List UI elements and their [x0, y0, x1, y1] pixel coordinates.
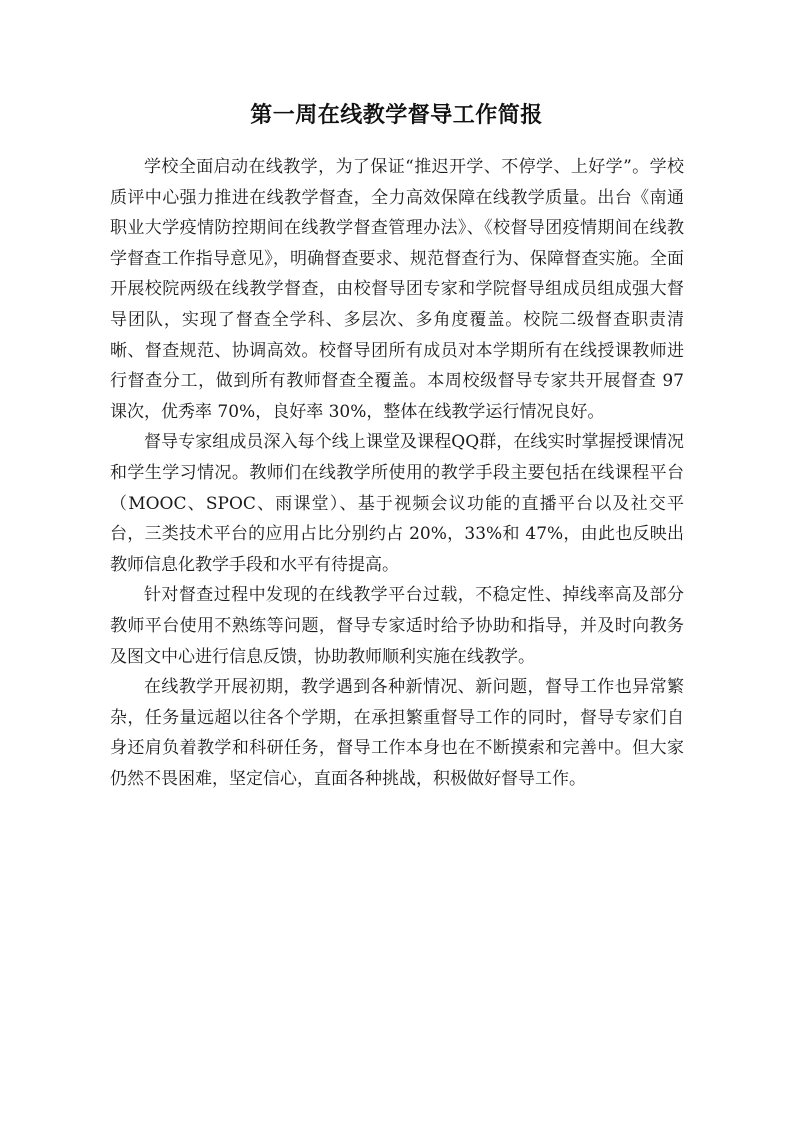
document-title: 第一周在线教学督导工作简报	[250, 103, 543, 128]
paragraph-conclusion: 在线教学开展初期，教学遇到各种新情况、新问题，督导工作也异常繁杂，任务量远超以往各个学期，在承担繁重督导工作的同时，督导专家们自身还肩负着教学和科研任务，督导工作本身也在不断摸索和完善中。但大家仍然不畏困难，坚定信心，直面各种挑战，积极做好督导工作。	[110, 677, 684, 789]
paragraph-overview: 学校全面启动在线教学，为了保证“推迟开学、不停学、上好学”。学校质评中心强力推进在线教学督查，全力高效保障在线教学质量。出台《南通职业大学疫情防控期间在线教学督查管理办法》、《校督导团疫情期间在线教学督查工作指导意见》，明确督查要求、规范督查行为、保障督查实施。全面开展校院两级在线教学督查，由校督导团专家和学院督导组成员组成强大督导团队，实现了督查全学科、多层次、多角度覆盖。校院二级督查职责清晰、督查规范、协调高效。校督导团所有成员对本学期所有在线授课教师进行督查分工，做到所有教师督查全覆盖。本周校级督导专家共开展督查 97 课次，优秀率 70%，良好率 30%，整体在线教学运行情况良好。	[110, 157, 684, 422]
paragraph-problems: 针对督查过程中发现的在线教学平台过载，不稳定性、掉线率高及部分教师平台使用不熟练等问题，督导专家适时给予协助和指导，并及时向教务及图文中心进行信息反馈，协助教师顺利实施在线教学。	[110, 585, 684, 667]
paragraph-platforms: 督导专家组成员深入每个线上课堂及课程QQ群，在线实时掌握授课情况和学生学习情况。教师们在线教学所使用的教学手段主要包括在线课程平台（MOOC、SPOC、雨课堂）、基于视频会议功能的直播平台以及社交平台，三类技术平台的应用占比分别约占 20%，33%和 47%，由此也反映出教师信息化教学手段和水平有待提高。	[110, 432, 684, 575]
document-body	[110, 152, 684, 794]
